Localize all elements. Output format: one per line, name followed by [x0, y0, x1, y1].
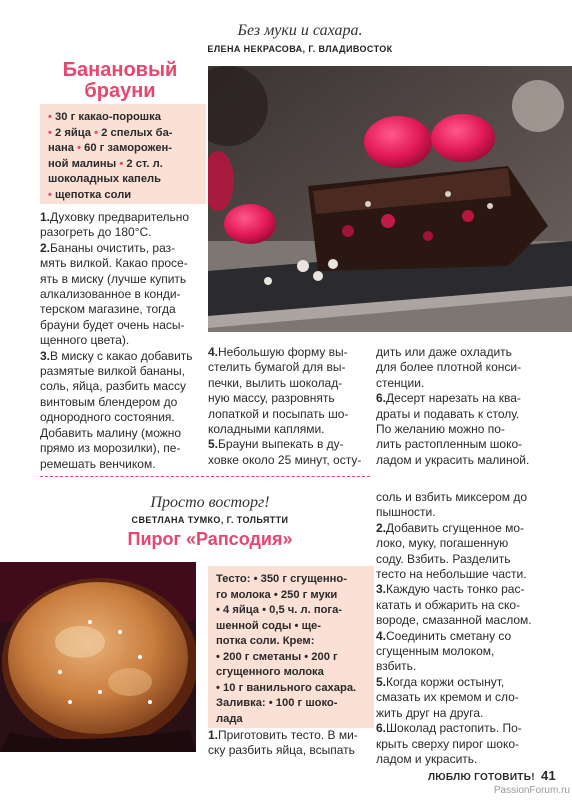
step-line: 6.Десерт нарезать на ква-: [376, 391, 521, 406]
section1-ingredients: [40, 104, 206, 204]
step-line: ску разбить яйца, всыпать: [208, 743, 355, 758]
brownie-photo: [208, 66, 572, 332]
section2-steps-col2: [376, 490, 546, 767]
brownie-illustration: [208, 66, 572, 332]
step-line: 1.Духовку предварительно: [40, 210, 190, 224]
step-line: катать и обжарить на ско-: [376, 597, 521, 612]
step-line: брауни будет очень насы-: [40, 317, 185, 332]
step-line: 3.В миску с какао добавить: [40, 348, 193, 363]
pie-illustration: [0, 562, 196, 752]
step-line: дить или даже охладить: [376, 345, 512, 359]
step-line: ремешать венчиком.: [40, 456, 156, 471]
step-line: лить растопленным шоко-: [376, 437, 523, 452]
section1-steps-col3: [376, 345, 546, 468]
step-line: 6.Шоколад растопить. По-: [376, 721, 522, 736]
step-line: 4.Соединить сметану со: [376, 628, 512, 643]
step-line: тесто на небольшие части.: [376, 567, 527, 582]
watermark: PassionForum.ru: [493, 785, 570, 796]
step-line: пышности.: [376, 505, 436, 520]
ingredient-line: сгущенного молока: [216, 666, 324, 678]
step-line: 3.Каждую часть тонко рас-: [376, 582, 525, 597]
section2-ingredients: [208, 566, 374, 728]
ingredient-line: шенной соды • ще-: [216, 619, 321, 632]
step-line: стелить бумагой для вы-: [208, 360, 346, 375]
section1-tagline: Без муки и сахара.: [237, 22, 363, 39]
page-number: 41: [540, 768, 556, 783]
step-line: прямо из морозилки), пе-: [40, 441, 181, 456]
step-line: 1.Приготовить тесто. В ми-: [208, 728, 358, 742]
step-line: драты и подавать к столу.: [376, 406, 520, 421]
section1-steps-col1: [40, 210, 205, 472]
step-line: ховке около 25 минут, осту-: [208, 452, 362, 467]
step-line: локо, муку, погашенную: [376, 536, 509, 551]
step-line: 2.Добавить сгущенное мо-: [376, 520, 525, 535]
step-line: разогреть до 180°C.: [40, 225, 152, 240]
step-line: сгущенным молоком,: [376, 644, 495, 659]
title-line-1: Банановый: [62, 59, 178, 81]
ingredient-line: • 4 яйца • 0,5 ч. л. пога-: [216, 604, 343, 616]
step-line: для более плотной конси-: [376, 360, 522, 375]
section1-byline: ЕЛЕНА НЕКРАСОВА, Г. ВЛАДИВОСТОК: [207, 44, 393, 54]
section2-title: Пирог «Рапсодия»: [127, 529, 293, 549]
step-line: лопаткой и посыпать шо-: [208, 406, 349, 421]
section1-steps-col2: [208, 345, 373, 468]
step-line: По желанию можно по-: [376, 422, 505, 437]
step-line: вороде, смазанной маслом.: [376, 613, 532, 628]
ingredient-line: потка соли. Крем:: [216, 635, 315, 647]
step-line: ять в миску (лучше купить: [40, 271, 187, 286]
ingredient-line: го молока • 250 г муки: [216, 588, 338, 601]
page-footer: [396, 768, 556, 783]
section2-tagline: Просто восторг!: [150, 494, 270, 511]
step-line: ладом и украсить малиной.: [376, 452, 530, 467]
step-line: 5.Когда коржи остынут,: [376, 674, 505, 689]
step-line: щенного цвета).: [40, 333, 130, 348]
step-line: 5.Брауни выпекать в ду-: [208, 437, 344, 452]
ingredient-line: • 10 г ванильного сахара.: [216, 681, 357, 694]
pie-photo: [0, 562, 196, 752]
step-line: однородного состояния.: [40, 410, 175, 425]
step-line: взбить.: [376, 659, 417, 674]
ingredient-line: нана • 60 г заморожен-: [48, 142, 173, 154]
section2-byline: СВЕТЛАНА ТУМКО, Г. ТОЛЬЯТТИ: [131, 515, 289, 525]
step-line: алкализованное в конди-: [40, 287, 181, 302]
step-line: ладом и украсить.: [376, 751, 478, 766]
step-line: соль и взбить миксером до: [376, 490, 528, 504]
ingredient-line: • 30 г какао-порошка: [48, 111, 161, 123]
step-line: стенции.: [376, 375, 425, 390]
ingredient-line: лада: [216, 712, 243, 725]
step-line: жить друг на друга.: [376, 705, 484, 720]
step-line: винтовым блендером до: [40, 394, 178, 409]
ingredient-line: Тесто: • 350 г сгущенно-: [216, 573, 347, 585]
step-line: мять вилкой. Какао просе-: [40, 256, 188, 271]
step-line: соль, яйца, разбить массу: [40, 379, 187, 394]
ingredient-line: ной малины • 2 ст. л.: [48, 157, 163, 170]
ingredient-line: Заливка: • 100 г шоко-: [216, 697, 338, 709]
step-line: размятые вилкой бананы,: [40, 364, 185, 379]
ingredient-line: • 2 яйца • 2 спелых ба-: [48, 126, 173, 139]
step-line: терском магазине, тогда: [40, 302, 176, 317]
step-line: крыть сверху пирог шоко-: [376, 736, 520, 751]
ingredient-line: • щепотка соли: [48, 188, 132, 201]
step-line: коладными каплями.: [208, 422, 325, 437]
title-line-2: брауни: [84, 80, 156, 102]
step-line: ную массу, разровнять: [208, 391, 335, 406]
ingredient-line: шоколадных капель: [48, 173, 162, 185]
step-line: 2.Бананы очистить, раз-: [40, 240, 176, 255]
step-line: смазать их кремом и сло-: [376, 690, 519, 705]
magazine-name: ЛЮБЛЮ ГОТОВИТЬ!: [427, 772, 535, 783]
step-line: печки, вылить шоколад-: [208, 375, 343, 390]
section2-steps-col1: [208, 728, 373, 759]
step-line: Добавить малину (можно: [40, 425, 182, 440]
step-line: соду. Взбить. Разделить: [376, 551, 511, 566]
step-line: 4.Небольшую форму вы-: [208, 345, 348, 359]
section1-title: [40, 60, 200, 102]
ingredient-line: • 200 г сметаны • 200 г: [216, 650, 338, 663]
section-divider: [40, 476, 370, 477]
